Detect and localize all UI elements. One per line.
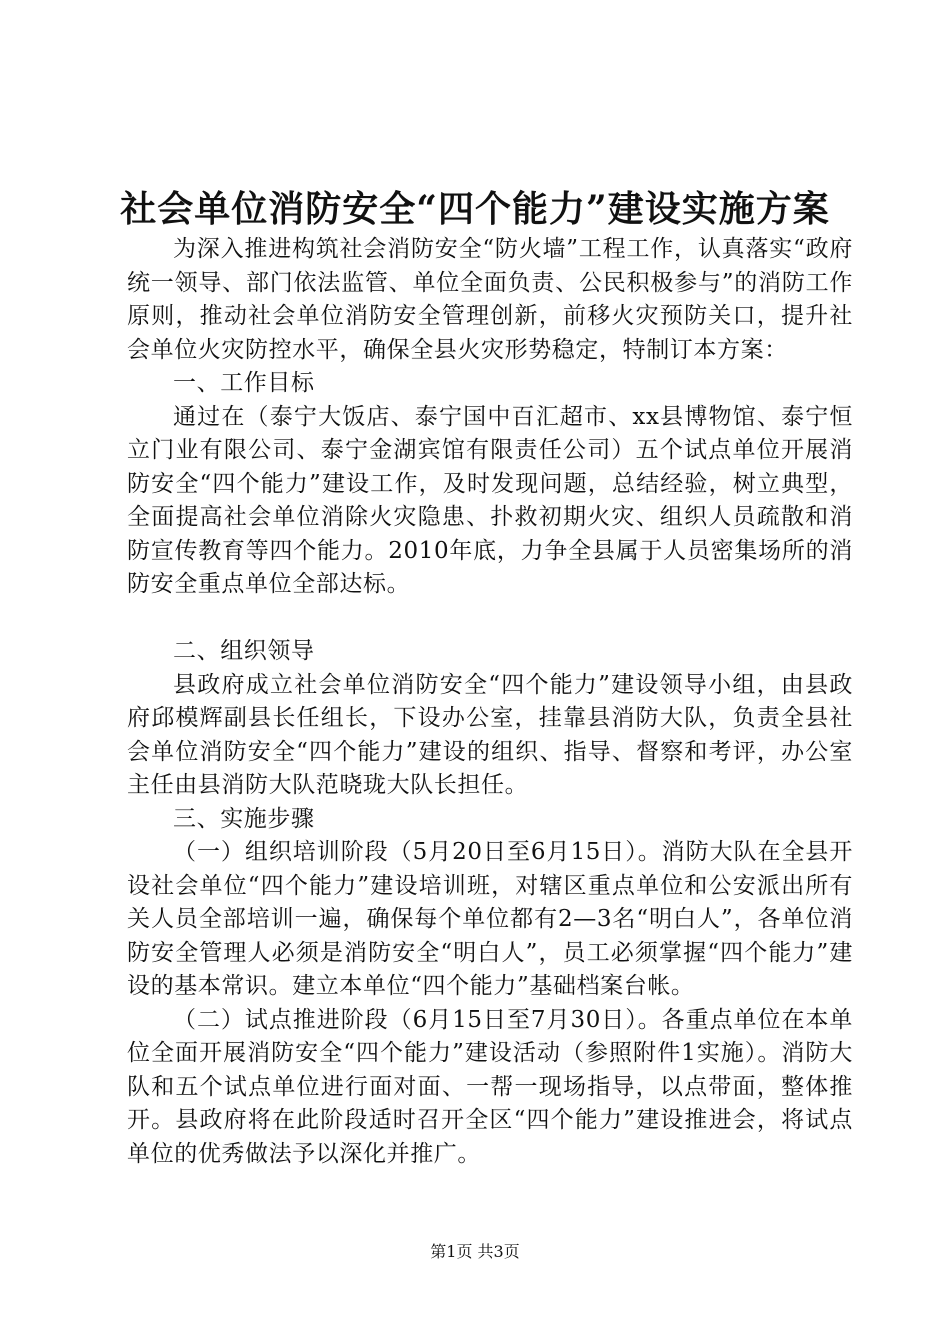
goals-paragraph: 通过在（泰宁大饭店、泰宁国中百汇超市、xx县博物馆、泰宁恒立门业有限公司、泰宁金湖宾馆有限责任公司）五个试点单位开展消防安全“四个能力”建设工作，及时发现问题，总结经验，树立典型，全面提高社会单位消除火灾隐患、扑救初期火灾、组织人员疏散和消防宣传教育等四个能力。2010年底，力争全县属于人员密集场所的消防安全重点单位全部达标。: [127, 403, 853, 597]
page-number: 第1页 共3页: [430, 1242, 520, 1261]
step-training-paragraph: （一）组织培训阶段（5月20日至6月15日）。消防大队在全县开设社会单位“四个能力”建设培训班，对辖区重点单位和公安派出所有关人员全部培训一遍，确保每个单位都有2—3名“明白人”，各单位消防安全管理人必须是消防安全“明白人”，员工必须掌握“四个能力”建设的基本常识。建立本单位“四个能力”基础档案台帐。: [127, 839, 853, 999]
paragraph-gap: [127, 602, 853, 636]
section-heading-steps: 三、实施步骤: [173, 805, 315, 832]
step-pilot-paragraph: （二）试点推进阶段（6月15日至7月30日）。各重点单位在本单位全面开展消防安全“四个能力”建设活动（参照附件1实施）。消防大队和五个试点单位进行面对面、一帮一现场指导，以点带面，整体推开。县政府将在此阶段适时召开全区“四个能力”建设推进会，将试点单位的优秀做法予以深化并推广。: [127, 1006, 853, 1167]
section-heading-goals: 一、工作目标: [173, 370, 315, 396]
document-title: 社会单位消防安全“四个能力”建设实施方案: [120, 188, 830, 230]
document-body: [127, 233, 853, 1171]
section-heading-leadership: 二、组织领导: [173, 638, 315, 664]
leadership-paragraph: 县政府成立社会单位消防安全“四个能力”建设领导小组，由县政府邱模辉副县长任组长，下设办公室，挂靠县消防大队，负责全县社会单位消防安全“四个能力”建设的组织、指导、督察和考评，办公室主任由县消防大队范晓珑大队长担任。: [127, 671, 853, 798]
intro-paragraph: 为深入推进构筑社会消防安全“防火墙”工程工作，认真落实“政府统一领导、部门依法监管、单位全面负责、公民积极参与”的消防工作原则，推动社会单位消防安全管理创新，前移火灾预防关口，提升社会单位火灾防控水平，确保全县火灾形势稳定，特制订本方案：: [127, 236, 853, 363]
